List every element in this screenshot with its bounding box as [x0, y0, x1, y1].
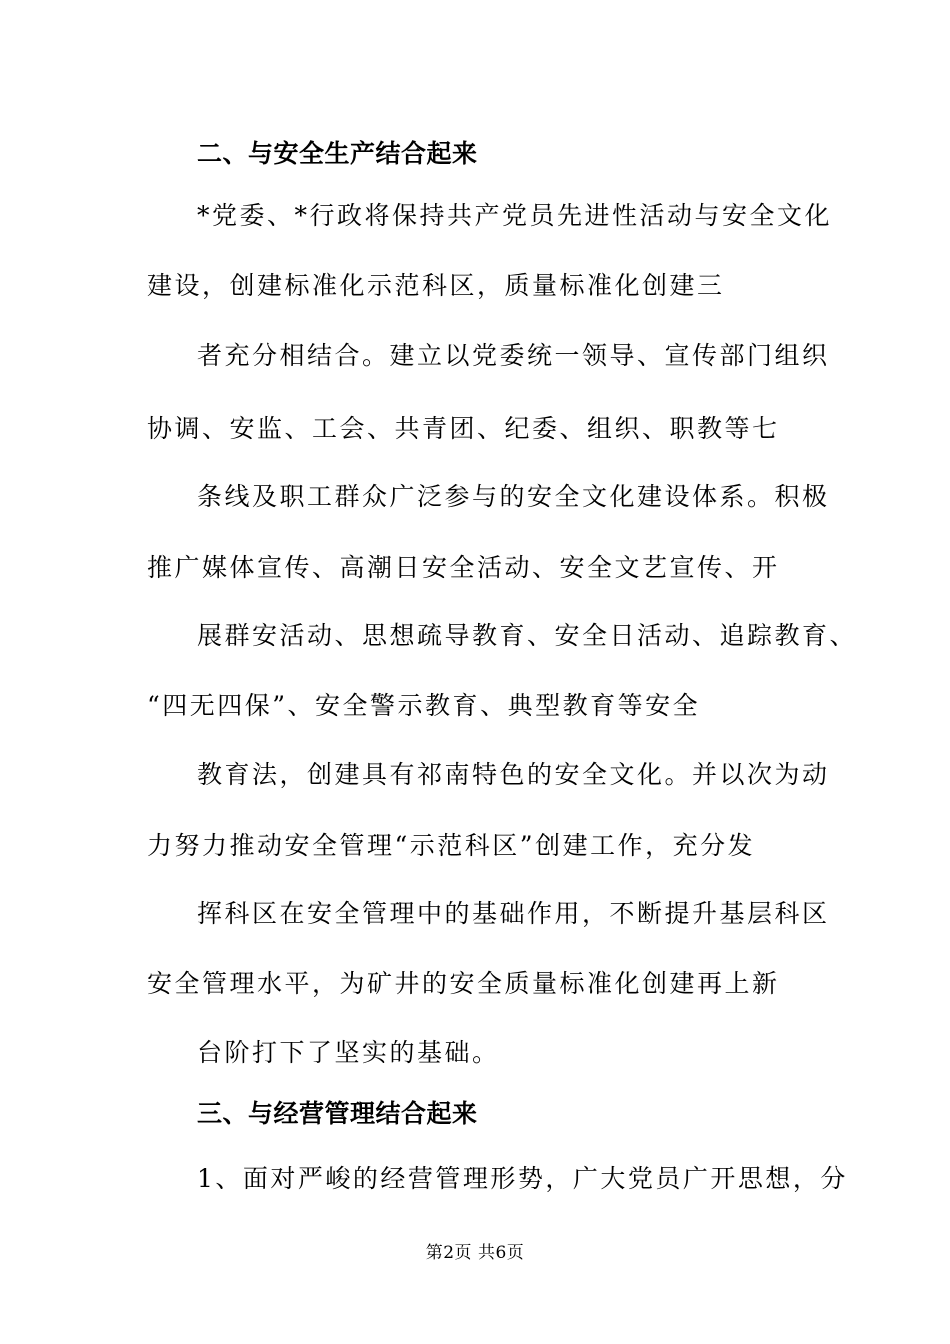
- paragraph-line: 安全管理水平，为矿井的安全质量标准化创建再上新: [147, 969, 780, 998]
- paragraph-line: 台阶打下了坚实的基础。: [197, 1038, 500, 1067]
- paragraph-line: 1、面对严峻的经营管理形势，广大党员广开思想，分: [197, 1164, 848, 1193]
- section-heading-3: 三、与经营管理结合起来: [197, 1099, 478, 1128]
- paragraph-line: 教育法，创建具有祁南特色的安全文化。并以次为动: [197, 760, 830, 789]
- paragraph-line: 力努力推动安全管理“示范科区”创建工作，充分发: [147, 831, 756, 860]
- paragraph-line: 协调、安监、工会、共青团、纪委、组织、职教等七: [147, 414, 780, 443]
- page-footer: 第2页 共6页: [425, 1243, 525, 1263]
- paragraph-line: 建设，创建标准化示范科区，质量标准化创建三: [147, 271, 725, 300]
- paragraph-line: “四无四保”、安全警示教育、典型教育等安全: [147, 691, 701, 720]
- paragraph-line: 者充分相结合。建立以党委统一领导、宣传部门组织: [197, 341, 830, 370]
- paragraph-line: 挥科区在安全管理中的基础作用，不断提升基层科区: [197, 899, 830, 928]
- paragraph-line: 展群安活动、思想疏导教育、安全日活动、追踪教育、: [197, 621, 858, 650]
- paragraph-line: 推广媒体宣传、高潮日安全活动、安全文艺宣传、开: [147, 553, 780, 582]
- paragraph-line: *党委、*行政将保持共产党员先进性活动与安全文化: [197, 201, 833, 230]
- section-heading-2: 二、与安全生产结合起来: [197, 139, 478, 168]
- paragraph-line: 条线及职工群众广泛参与的安全文化建设体系。积极: [197, 482, 830, 511]
